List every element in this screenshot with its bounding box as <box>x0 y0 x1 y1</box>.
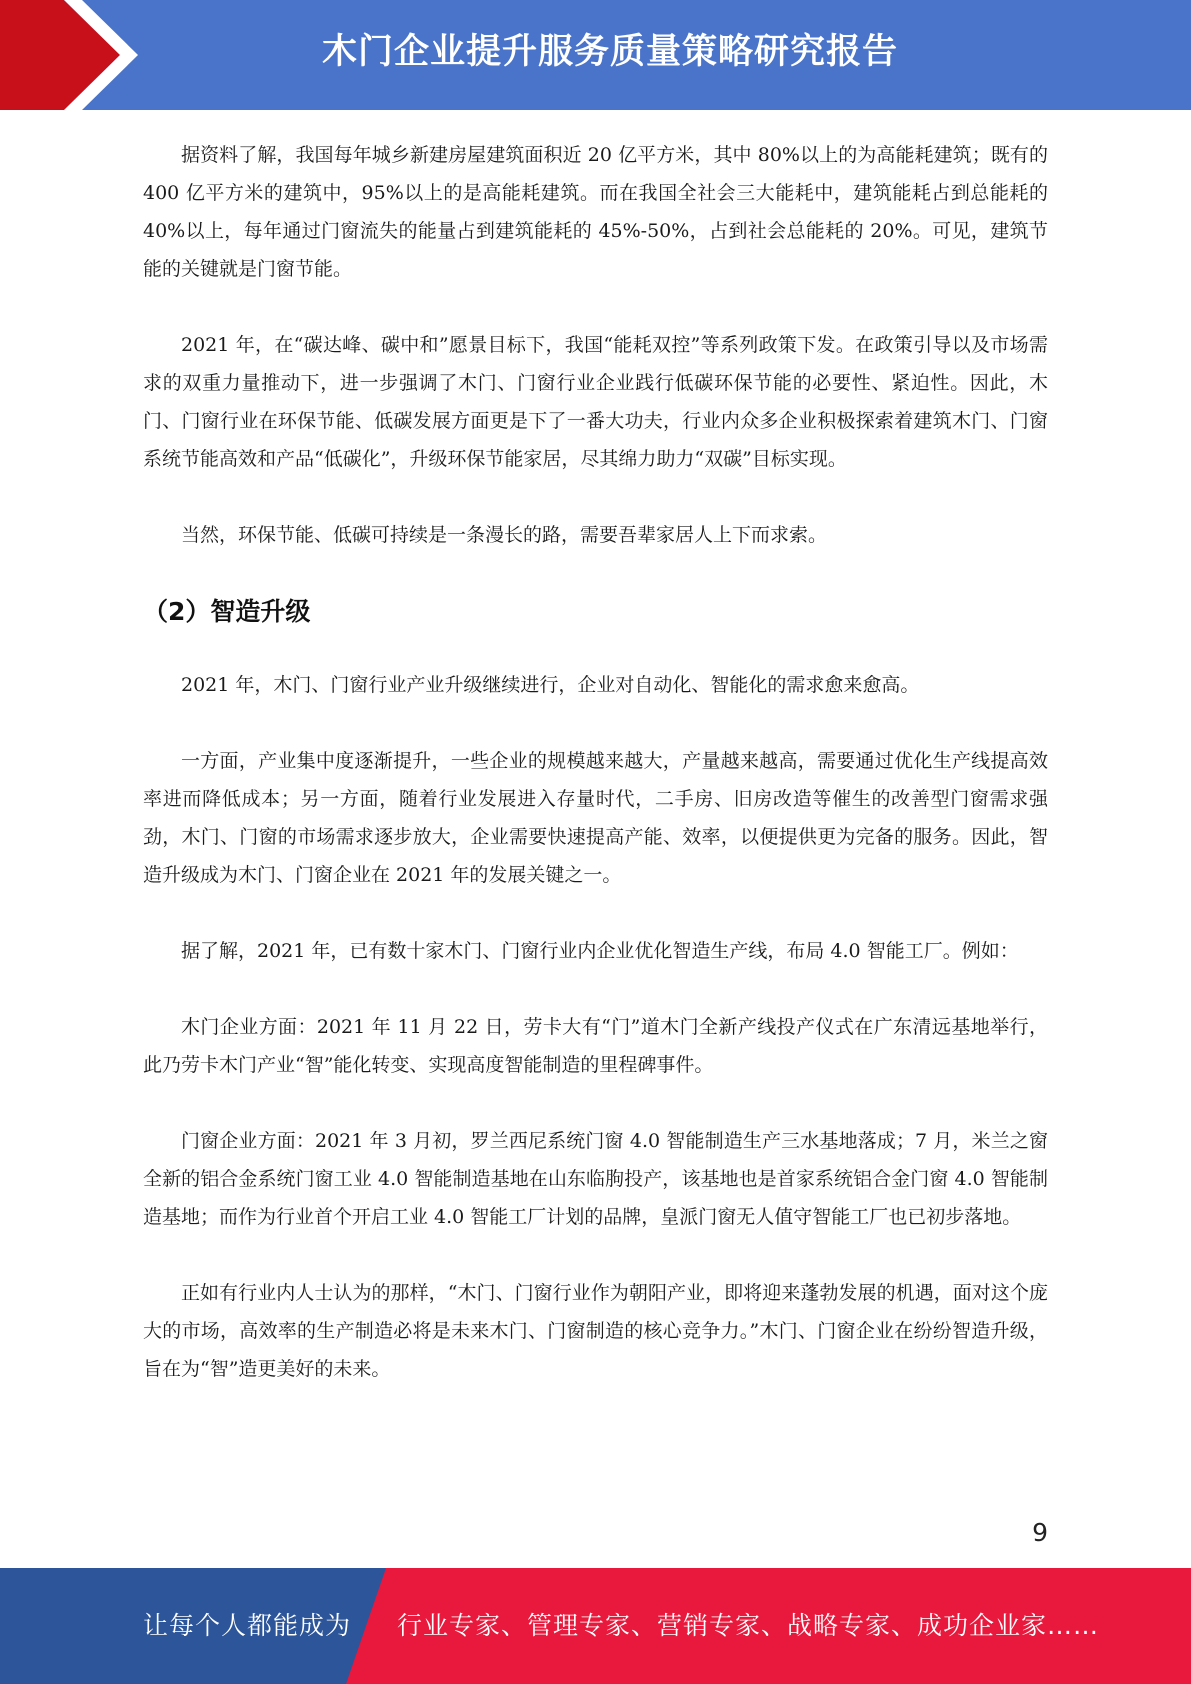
paragraph: 正如有行业内人士认为的那样，“木门、门窗行业作为朝阳产业，即将迎来蓬勃发展的机遇，面对这个庞大的市场，高效率的生产制造必将是未来木门、门窗制造的核心竞争力。”木门、门窗企业在纷纷智造升级，旨在为“智”造更美好的未来。 <box>143 1282 1048 1380</box>
paragraph: 一方面，产业集中度逐渐提升，一些企业的规模越来越大，产量越来越高，需要通过优化生产线提高效率进而降低成本；另一方面，随着行业发展进入存量时代，二手房、旧房改造等催生的改善型门窗需求强劲，木门、门窗的市场需求逐步放大，企业需要快速提高产能、效率，以便提供更为完备的服务。因此，智造升级成为木门、门窗企业在 2021 年的发展关键之一。 <box>143 750 1048 886</box>
page-header <box>0 0 1191 110</box>
paragraph: 木门企业方面：2021 年 11 月 22 日，劳卡大有“门”道木门全新产线投产仪式在广东清远基地举行，此乃劳卡木门产业“智”能化转变、实现高度智能制造的里程碑事件。 <box>143 1016 1048 1076</box>
paragraph: 门窗企业方面：2021 年 3 月初，罗兰西尼系统门窗 4.0 智能制造生产三水基地落成；7 月，米兰之窗全新的铝合金系统门窗工业 4.0 智能制造基地在山东临朐投产，该基地也是首家系统铝合金门窗 4.0 智能制造基地；而作为行业首个开启工业 4.0 智能工厂计划的品牌，皇派门窗无人值守智能工厂也已初步落地。 <box>143 1130 1048 1228</box>
paragraph: 当然，环保节能、低碳可持续是一条漫长的路，需要吾辈家居人上下而求索。 <box>181 524 828 546</box>
header-chevron-decoration <box>0 0 160 110</box>
paragraph: 据了解，2021 年，已有数十家木门、门窗行业内企业优化智造生产线，布局 4.0 智能工厂。例如： <box>181 940 1019 962</box>
footer-slogan-left: 让每个人都能成为 <box>143 1611 352 1640</box>
footer-slogan-right: 行业专家、管理专家、营销专家、战略专家、成功企业家…… <box>397 1611 1100 1640</box>
page-footer <box>0 1568 1191 1684</box>
document-body <box>143 136 1048 1426</box>
paragraph: 2021 年，在“碳达峰、碳中和”愿景目标下，我国“能耗双控”等系列政策下发。在政策引导以及市场需求的双重力量推动下，进一步强调了木门、门窗行业企业践行低碳环保节能的必要性、紧迫性。因此，木门、门窗行业在环保节能、低碳发展方面更是下了一番大功夫，行业内众多企业积极探索着建筑木门、门窗系统节能高效和产品“低碳化”，升级环保节能家居，尽其绵力助力“双碳”目标实现。 <box>143 334 1048 470</box>
paragraph: 2021 年，木门、门窗行业产业升级继续进行，企业对自动化、智能化的需求愈来愈高。 <box>181 674 920 696</box>
page-number: 9 <box>1032 1518 1048 1547</box>
paragraph: 据资料了解，我国每年城乡新建房屋建筑面积近 20 亿平方米，其中 80%以上的为高能耗建筑；既有的 400 亿平方米的建筑中，95%以上的是高能耗建筑。而在我国全社会三大能耗中，建筑能耗占到总能耗的 40%以上，每年通过门窗流失的能量占到建筑能耗的 45%-50%，占到社会总能耗的 20%。可见，建筑节能的关键就是门窗节能。 <box>143 144 1048 280</box>
section-heading: （2）智造升级 <box>143 597 311 626</box>
report-title: 木门企业提升服务质量策略研究报告 <box>321 32 898 72</box>
